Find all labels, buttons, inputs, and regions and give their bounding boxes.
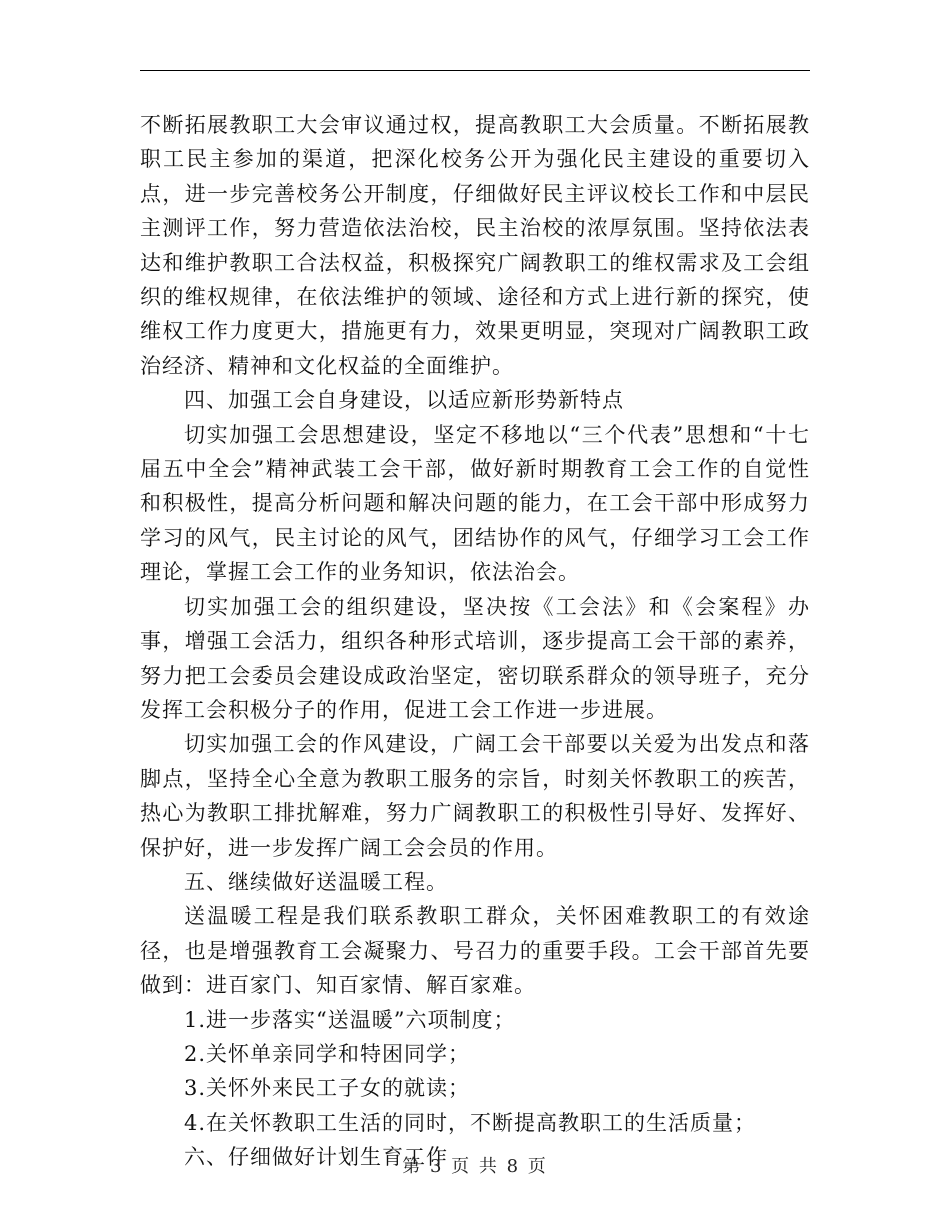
paragraph-style-building: 切实加强工会的作风建设，广阔工会干部要以关爱为出发点和落脚点，坚持全心全意为教职工服务的宗旨，时刻关怀教职工的疾苦，热心为教职工排扰解难，努力广阔教职工的积极性引导好、发挥好、保护好，进一步发挥广阔工会会员的作用。 <box>140 732 810 860</box>
paragraph-organization-building: 切实加强工会的组织建设，坚决按《工会法》和《会案程》办事，增强工会活力，组织各种形式培训，逐步提高工会干部的素养，努力把工会委员会建设成政治坚定，密切联系群众的领导班子，充分发挥工会积极分子的作用，促进工会工作进一步进展。 <box>140 594 810 722</box>
header-rule <box>140 70 810 71</box>
page-number: 第 3 页 共 8 页 <box>402 1156 548 1177</box>
paragraph-rights-protection: 不断拓展教职工大会审议通过权，提高教职工大会质量。不断拓展教职工民主参加的渠道，把深化校务公开为强化民主建设的重要切入点，进一步完善校务公开制度，仔细做好民主评议校长工作和中层民主测评工作，努力营造依法治校，民主治校的浓厚氛围。坚持依法表达和维护教职工合法权益，积极探究广阔教职工的维权需求及工会组织的维权规律，在依法维护的领域、途径和方式上进行新的探究，使维权工作力度更大，措施更有力，效果更明显，突现对广阔教职工政治经济、精神和文化权益的全面维护。 <box>140 113 810 378</box>
paragraph-warmth-project: 送温暖工程是我们联系教职工群众，关怀困难教职工的有效途径，也是增强教育工会凝聚力、号召力的重要手段。工会干部首先要做到：进百家门、知百家情、解百家难。 <box>140 904 810 998</box>
page-footer <box>0 1152 950 1178</box>
list-item-1: 1.进一步落实“送温暖”六项制度； <box>184 1007 516 1032</box>
heading-section-four: 四、加强工会自身建设，以适应新形势新特点 <box>184 388 624 413</box>
paragraph-ideological-building: 切实加强工会思想建设，坚定不移地以“三个代表”思想和“十七届五中全会”精神武装工会干部，做好新时期教育工会工作的自觉性和积极性，提高分析问题和解决问题的能力，在工会干部中形成努力学习的风气，民主讨论的风气，团结协作的风气，仔细学习工会工作理论，掌握工会工作的业务知识，依法治会。 <box>140 422 810 585</box>
list-item-2: 2.关怀单亲同学和特困同学； <box>184 1041 471 1066</box>
list-item-3: 3.关怀外来民工子女的就读； <box>184 1076 471 1101</box>
heading-section-five: 五、继续做好送温暖工程。 <box>184 869 448 894</box>
list-item-4: 4.在关怀教职工生活的同时，不断提高教职工的生活质量； <box>184 1110 757 1135</box>
heading-section-six: 六、仔细做好计划生育工作 <box>184 1145 448 1170</box>
document-body <box>140 108 810 1175</box>
